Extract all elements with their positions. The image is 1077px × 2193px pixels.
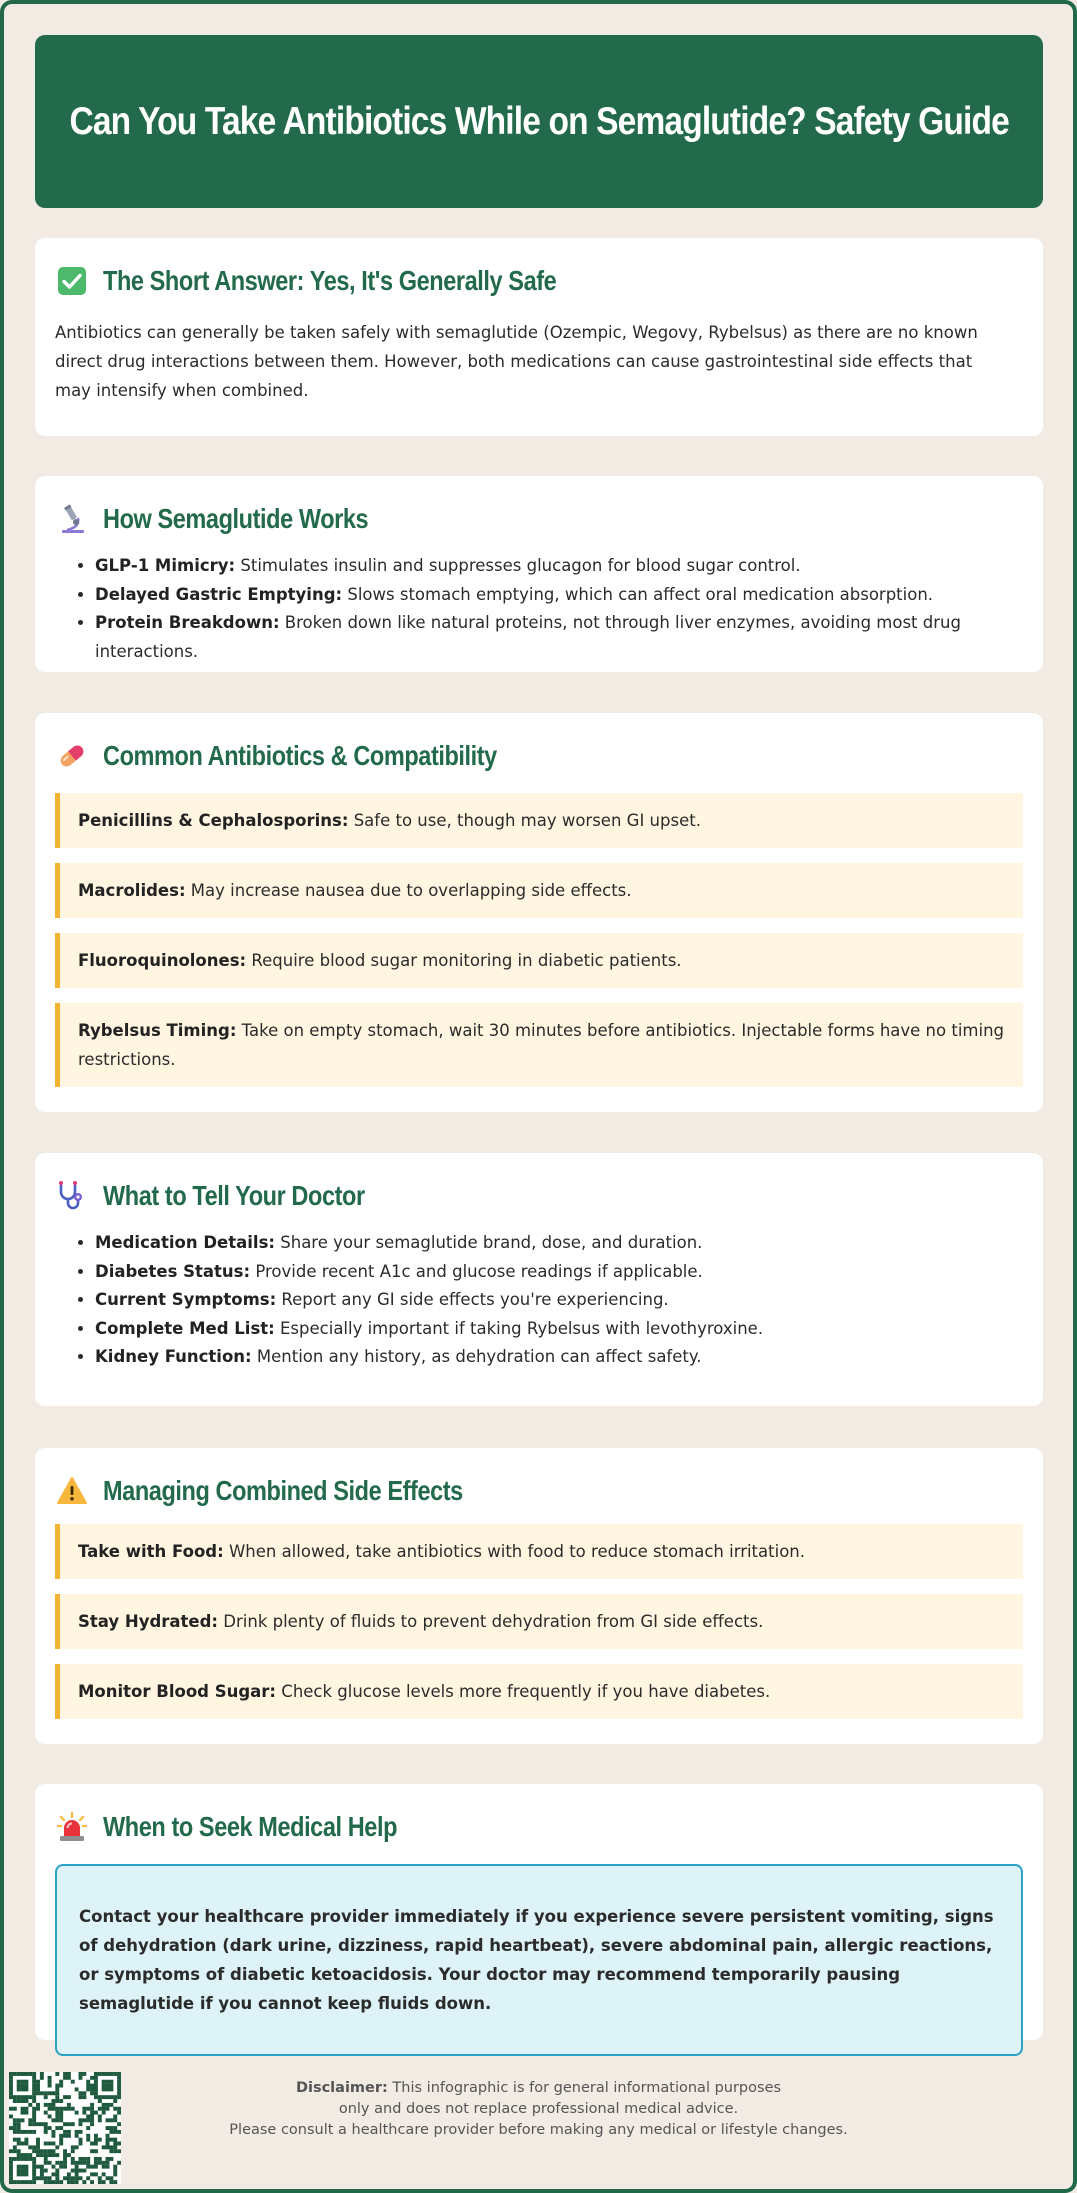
tip-item: [55, 863, 1023, 918]
tip-item: [55, 1594, 1023, 1649]
antibiotics-tips: [55, 793, 1023, 1087]
list-item-label: Complete Med List:: [95, 1318, 275, 1338]
side-effects-tips: [55, 1524, 1023, 1719]
list-item-label: Medication Details:: [95, 1233, 276, 1252]
list-item-text: Share your semaglutide brand, dose, and duration.: [275, 1233, 703, 1252]
check-mark-icon: [55, 264, 89, 298]
list-item-label: Protein Breakdown:: [95, 613, 280, 632]
tip-item: [55, 1003, 1023, 1087]
seek-help-card: [35, 1784, 1043, 2040]
tip-item: [55, 1524, 1023, 1579]
how-works-title: How Semaglutide Works: [103, 503, 369, 534]
antibiotics-heading: [55, 737, 1023, 775]
list-item-label: Delayed Gastric Emptying:: [95, 584, 343, 604]
seek-help-text: Contact your healthcare provider immediately if you experience severe persistent vomiting, signs of dehydration (dark urine, dizziness, rapid heartbeat), severe abdominal pain, allergic reactions, or symptoms of diabetic ketoacidosis. Your doctor may recommend temporarily pausing semaglutide if you cannot keep fluids down.: [79, 1907, 994, 2013]
warning-icon: [55, 1474, 89, 1508]
list-item-text: Mention any history, as dehydration can affect safety.: [251, 1347, 702, 1366]
list-item-label: Current Symptoms:: [95, 1290, 277, 1309]
tip-text: Safe to use, though may worsen GI upset.: [348, 811, 701, 830]
list-item-text: Broken down like natural proteins, not through liver enzymes, avoiding most drug interactions.: [95, 613, 961, 661]
doctor-title: What to Tell Your Doctor: [103, 1180, 365, 1211]
tip-label: Stay Hydrated:: [78, 1612, 219, 1631]
how-works-heading: [55, 500, 1023, 538]
short-answer-card: [35, 238, 1043, 436]
tip-item: [55, 933, 1023, 988]
list-item: [95, 552, 1023, 581]
tip-item: [55, 1664, 1023, 1719]
list-item: [95, 1343, 1023, 1372]
list-item-label: Diabetes Status:: [95, 1261, 251, 1281]
stethoscope-icon: [55, 1179, 89, 1213]
list-item-text: Report any GI side effects you're experiencing.: [276, 1290, 669, 1309]
doctor-list: [95, 1229, 1023, 1372]
list-item-text: Provide recent A1c and glucose readings if applicable.: [250, 1261, 703, 1281]
tip-text: Check glucose levels more frequently if you have diabetes.: [276, 1682, 771, 1701]
tip-label: Fluoroquinolones:: [78, 951, 247, 970]
list-item-text: Stimulates insulin and suppresses glucagon for blood sugar control.: [235, 556, 801, 575]
antibiotics-title: Common Antibiotics & Compatibility: [103, 740, 497, 771]
tip-text: When allowed, take antibiotics with food to reduce stomach irritation.: [223, 1542, 805, 1561]
short-answer-title: The Short Answer: Yes, It's Generally Safe: [103, 265, 557, 296]
side-effects-card: [35, 1448, 1043, 1744]
seek-help-alert: [55, 1864, 1023, 2056]
list-item-text: Especially important if taking Rybelsus with levothyroxine.: [274, 1318, 764, 1338]
short-answer-heading: [55, 262, 1023, 300]
how-works-list: [95, 552, 1023, 666]
disclaimer-label: Disclaimer:: [295, 2080, 388, 2096]
tip-text: Require blood sugar monitoring in diabetic patients.: [246, 951, 682, 970]
tip-label: Penicillins & Cephalosporins:: [78, 811, 349, 830]
list-item: [95, 1258, 1023, 1287]
side-effects-heading: [55, 1472, 1023, 1510]
short-answer-text: Antibiotics can generally be taken safely with semaglutide (Ozempic, Wegovy, Rybelsus) as there are no known direct drug interactions between them. However, both medications can cause gastrointestinal side effects that may intensify when combined.: [55, 323, 978, 400]
tip-label: Rybelsus Timing:: [78, 1021, 237, 1040]
tip-item: [55, 793, 1023, 848]
pill-icon: [55, 739, 89, 773]
tip-text: May increase nausea due to overlapping side effects.: [185, 881, 632, 900]
page-header: [35, 35, 1043, 208]
tip-label: Macrolides:: [78, 881, 186, 900]
microscope-icon: [55, 502, 89, 536]
list-item: [95, 1229, 1023, 1258]
how-works-card: [35, 476, 1043, 672]
page-title: Can You Take Antibiotics While on Semaglutide? Safety Guide: [69, 99, 1009, 143]
seek-help-title: When to Seek Medical Help: [103, 1811, 398, 1842]
list-item-label: GLP-1 Mimicry:: [95, 556, 236, 575]
tip-text: Take on empty stomach, wait 30 minutes before antibiotics. Injectable forms have no timing restrictions.: [78, 1021, 1005, 1069]
list-item: [95, 1286, 1023, 1315]
siren-icon: [55, 1810, 89, 1844]
list-item: [95, 1315, 1023, 1344]
disclaimer-line-3: Please consult a healthcare provider before making any medical or lifestyle changes.: [229, 2122, 848, 2138]
tip-label: Monitor Blood Sugar:: [78, 1682, 277, 1701]
list-item-text: Slows stomach emptying, which can affect oral medication absorption.: [342, 584, 934, 604]
list-item: [95, 609, 1023, 666]
seek-help-heading: [55, 1808, 1023, 1846]
footer-disclaimer: [0, 2078, 1077, 2141]
tip-text: Drink plenty of fluids to prevent dehydration from GI side effects.: [218, 1612, 764, 1631]
disclaimer-line-2: only and does not replace professional medical advice.: [338, 2101, 739, 2117]
list-item: [95, 581, 1023, 610]
doctor-heading: [55, 1177, 1023, 1215]
disclaimer-line-1: This infographic is for general informational purposes: [387, 2080, 782, 2096]
antibiotics-card: [35, 713, 1043, 1112]
list-item-label: Kidney Function:: [95, 1347, 252, 1366]
tip-label: Take with Food:: [78, 1542, 224, 1561]
doctor-card: [35, 1153, 1043, 1406]
side-effects-title: Managing Combined Side Effects: [103, 1475, 463, 1506]
